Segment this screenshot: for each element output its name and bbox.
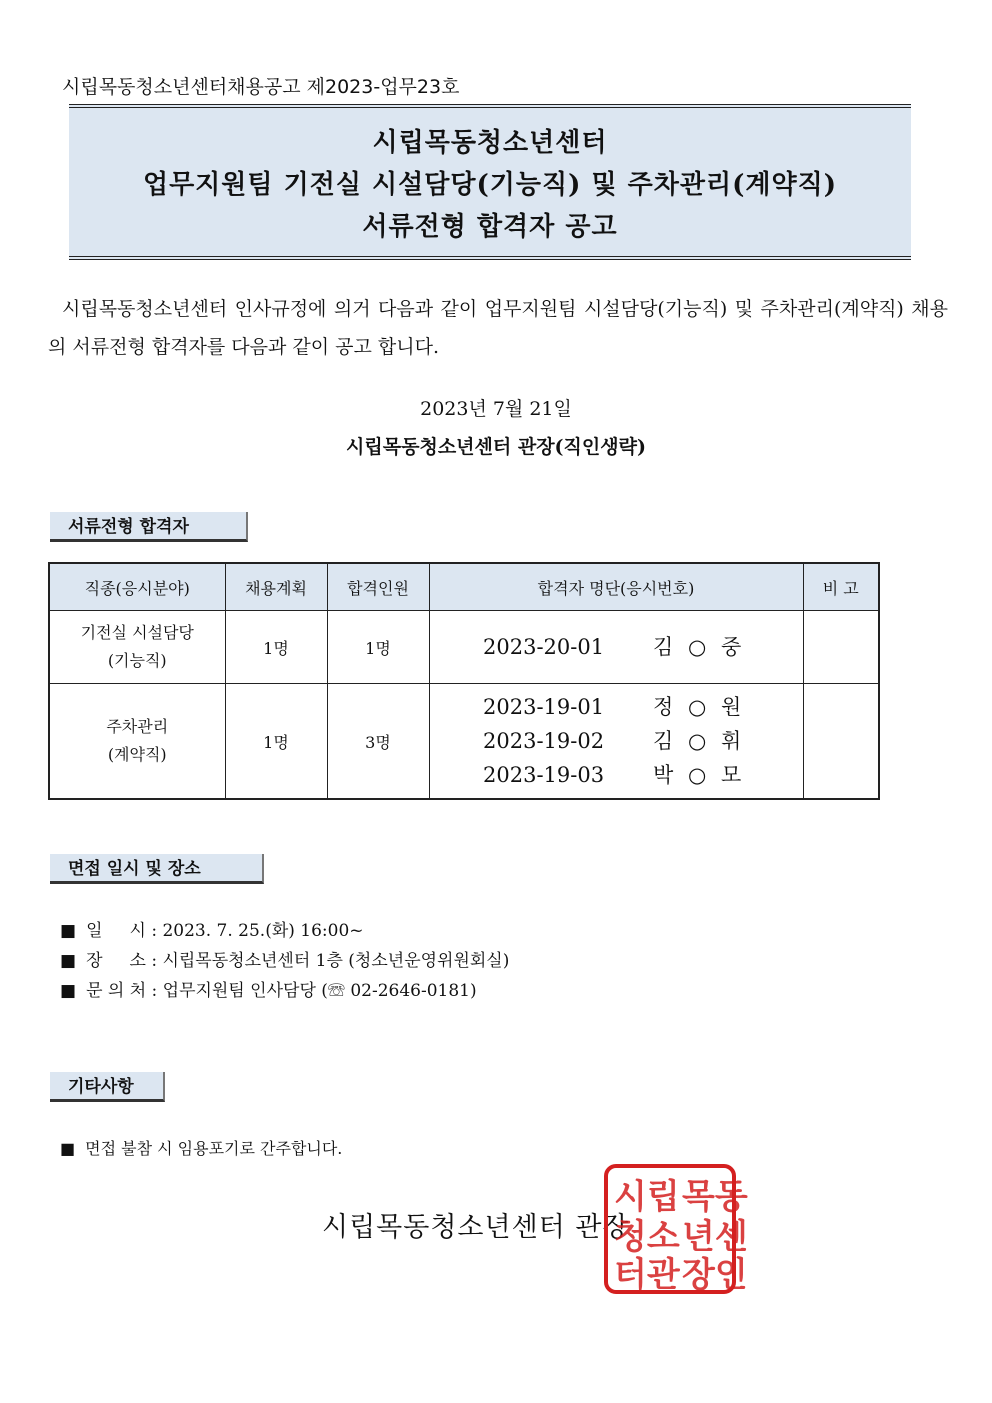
planned-cell: 1명: [225, 684, 327, 800]
candidate-entry: [431, 690, 802, 724]
col-header-note: 비 고: [803, 563, 879, 611]
title-line-1: 시립목동청소년센터: [372, 128, 608, 158]
candidates-cell: [429, 684, 803, 800]
passed-cell: 1명: [327, 611, 429, 684]
job-type: (기능직): [107, 651, 167, 670]
note-cell: [803, 611, 879, 684]
planned-cell: 1명: [225, 611, 327, 684]
job-type: (계약직): [107, 745, 167, 764]
table-row: [49, 684, 879, 800]
col-header-job: 직종(응시분야): [49, 563, 225, 611]
col-header-passed: 합격인원: [327, 563, 429, 611]
candidate-entry: [431, 724, 802, 758]
passed-cell: 3명: [327, 684, 429, 800]
square-bullet-icon: ■: [60, 981, 77, 1001]
results-table: [48, 562, 880, 800]
other-note: [60, 1136, 342, 1159]
interview-datetime-text: 일 시 : 2023. 7. 25.(화) 16:00~: [86, 921, 364, 941]
intro-paragraph: [48, 290, 948, 366]
job-name: 기전실 시설담당: [80, 623, 194, 642]
job-cell: [49, 684, 225, 800]
svg-text:터관: 터관: [614, 1255, 680, 1295]
candidate-name: 정 ○ 원: [653, 695, 746, 719]
title-line-3: 서류전형 합격자 공고: [362, 212, 618, 242]
interview-contact-text: 문 의 처 : 업무지원팀 인사담당 (☏ 02-2646-0181): [86, 981, 477, 1001]
note-cell: [803, 684, 879, 800]
candidate-number: 2023-19-03: [483, 763, 605, 787]
interview-datetime: [60, 916, 364, 941]
candidate-name: 김 ○ 중: [653, 635, 746, 659]
candidate-number: 2023-20-01: [483, 635, 605, 659]
col-header-planned: 채용계획: [225, 563, 327, 611]
candidate-name: 김 ○ 휘: [653, 729, 746, 753]
footer-signature: 시립목동청소년센터 관장: [322, 1212, 630, 1243]
document-number: 시립목동청소년센터채용공고 제2023-업무23호: [62, 76, 460, 98]
svg-text:청소: 청소: [614, 1217, 680, 1257]
col-header-candidates: 합격자 명단(응시번호): [429, 563, 803, 611]
svg-text:시립: 시립: [614, 1177, 680, 1217]
candidate-name: 박 ○ 모: [653, 763, 746, 787]
issuer-line: 시립목동청소년센터 관장(직인생략): [346, 436, 646, 458]
svg-text:년센: 년센: [682, 1217, 748, 1257]
candidate-number: 2023-19-01: [483, 695, 605, 719]
square-bullet-icon: ■: [60, 951, 77, 971]
candidate-entry: [431, 758, 802, 792]
interview-contact: [60, 976, 477, 1001]
table-row: [49, 611, 879, 684]
title-banner: [69, 104, 911, 260]
section-title-other: 기타사항: [50, 1072, 165, 1102]
table-header-row: [49, 563, 879, 611]
job-cell: [49, 611, 225, 684]
square-bullet-icon: ■: [60, 1139, 76, 1158]
other-note-text: 면접 불참 시 임용포기로 간주합니다.: [85, 1139, 343, 1158]
candidate-entry: [431, 630, 802, 664]
candidate-number: 2023-19-02: [483, 729, 605, 753]
square-bullet-icon: ■: [60, 921, 77, 941]
section-title-results: 서류전형 합격자: [50, 512, 248, 542]
interview-location-text: 장 소 : 시립목동청소년센터 1층 (청소년운영위원회실): [86, 951, 510, 971]
job-name: 주차관리: [106, 717, 169, 736]
interview-location: [60, 946, 509, 971]
section-title-interview: 면접 일시 및 장소: [50, 854, 264, 884]
svg-text:목동: 목동: [682, 1177, 748, 1217]
candidates-cell: [429, 611, 803, 684]
title-line-2: 업무지원팀 기전실 시설담당(기능직) 및 주차관리(계약직): [142, 170, 838, 200]
announcement-date: 2023년 7월 21일: [420, 398, 572, 420]
official-seal-icon: [600, 1160, 748, 1298]
svg-text:장인: 장인: [682, 1255, 748, 1295]
intro-text: 시립목동청소년센터 인사규정에 의거 다음과 같이 업무지원팀 시설담당(기능직) 및 주차관리(계약직) 채용의 서류전형 합격자를 다음과 같이 공고 합니다.: [48, 298, 948, 358]
